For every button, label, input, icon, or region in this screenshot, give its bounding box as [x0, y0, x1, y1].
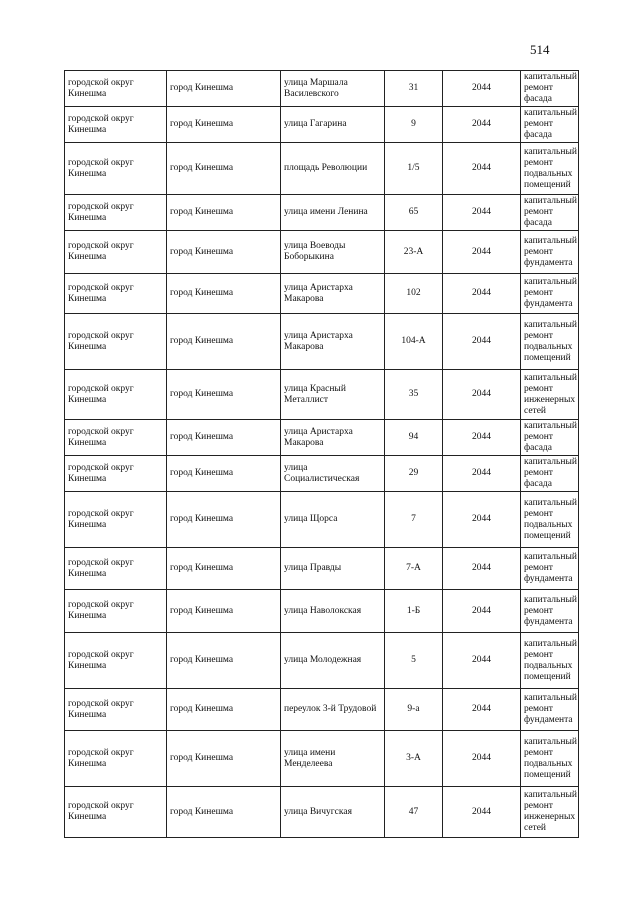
work-cell: капитальный ремонт фасада [521, 71, 579, 107]
house-cell: 47 [385, 787, 443, 838]
year-cell: 2044 [443, 143, 521, 195]
street-cell: улица Щорса [281, 492, 385, 548]
city-cell: город Кинешма [167, 231, 281, 274]
street-cell: улица Вичугская [281, 787, 385, 838]
house-cell: 9 [385, 107, 443, 143]
street-cell: переулок 3-й Трудовой [281, 689, 385, 731]
house-cell: 7-А [385, 548, 443, 590]
year-cell: 2044 [443, 274, 521, 314]
district-cell: городской округ Кинешма [65, 143, 167, 195]
work-cell: капитальный ремонт инженерных сетей [521, 787, 579, 838]
street-cell: площадь Революции [281, 143, 385, 195]
district-cell: городской округ Кинешма [65, 689, 167, 731]
house-cell: 65 [385, 195, 443, 231]
year-cell: 2044 [443, 71, 521, 107]
repair-schedule-table [64, 70, 579, 838]
house-cell: 1/5 [385, 143, 443, 195]
work-cell: капитальный ремонт фундамента [521, 689, 579, 731]
city-cell: город Кинешма [167, 274, 281, 314]
work-cell: капитальный ремонт подвальных помещений [521, 731, 579, 787]
city-cell: город Кинешма [167, 107, 281, 143]
year-cell: 2044 [443, 492, 521, 548]
street-cell: улица Гагарина [281, 107, 385, 143]
street-cell: улица Социалистическая [281, 456, 385, 492]
street-cell: улица Молодежная [281, 633, 385, 689]
street-cell: улица имени Ленина [281, 195, 385, 231]
street-cell: улица имени Менделеева [281, 731, 385, 787]
work-cell: капитальный ремонт подвальных помещений [521, 314, 579, 370]
work-cell: капитальный ремонт фасада [521, 420, 579, 456]
table-row [65, 71, 579, 107]
district-cell: городской округ Кинешма [65, 274, 167, 314]
page-number: 514 [530, 42, 550, 57]
district-cell: городской округ Кинешма [65, 590, 167, 633]
district-cell: городской округ Кинешма [65, 231, 167, 274]
street-cell: улица Маршала Василевского [281, 71, 385, 107]
house-cell: 31 [385, 71, 443, 107]
district-cell: городской округ Кинешма [65, 548, 167, 590]
year-cell: 2044 [443, 314, 521, 370]
work-cell: капитальный ремонт фасада [521, 107, 579, 143]
city-cell: город Кинешма [167, 787, 281, 838]
city-cell: город Кинешма [167, 689, 281, 731]
work-cell: капитальный ремонт подвальных помещений [521, 143, 579, 195]
city-cell: город Кинешма [167, 420, 281, 456]
city-cell: город Кинешма [167, 71, 281, 107]
year-cell: 2044 [443, 370, 521, 420]
district-cell: городской округ Кинешма [65, 420, 167, 456]
street-cell: улица Воеводы Боборыкина [281, 231, 385, 274]
district-cell: городской округ Кинешма [65, 71, 167, 107]
district-cell: городской округ Кинешма [65, 314, 167, 370]
district-cell: городской округ Кинешма [65, 787, 167, 838]
table-row [65, 492, 579, 548]
year-cell: 2044 [443, 420, 521, 456]
year-cell: 2044 [443, 548, 521, 590]
table-row [65, 274, 579, 314]
house-cell: 23-А [385, 231, 443, 274]
work-cell: капитальный ремонт фундамента [521, 590, 579, 633]
district-cell: городской округ Кинешма [65, 731, 167, 787]
street-cell: улица Красный Металлист [281, 370, 385, 420]
city-cell: город Кинешма [167, 195, 281, 231]
year-cell: 2044 [443, 633, 521, 689]
city-cell: город Кинешма [167, 370, 281, 420]
house-cell: 29 [385, 456, 443, 492]
district-cell: городской округ Кинешма [65, 456, 167, 492]
work-cell: капитальный ремонт фундамента [521, 548, 579, 590]
table-row [65, 689, 579, 731]
work-cell: капитальный ремонт фундамента [521, 274, 579, 314]
year-cell: 2044 [443, 231, 521, 274]
city-cell: город Кинешма [167, 314, 281, 370]
work-cell: капитальный ремонт инженерных сетей [521, 370, 579, 420]
work-cell: капитальный ремонт подвальных помещений [521, 633, 579, 689]
year-cell: 2044 [443, 195, 521, 231]
district-cell: городской округ Кинешма [65, 195, 167, 231]
work-cell: капитальный ремонт фундамента [521, 231, 579, 274]
house-cell: 1-Б [385, 590, 443, 633]
table-row [65, 370, 579, 420]
city-cell: город Кинешма [167, 456, 281, 492]
table-row [65, 731, 579, 787]
table-row [65, 420, 579, 456]
table-row [65, 548, 579, 590]
table-row [65, 590, 579, 633]
table-row [65, 456, 579, 492]
year-cell: 2044 [443, 107, 521, 143]
street-cell: улица Наволокская [281, 590, 385, 633]
work-cell: капитальный ремонт фасада [521, 195, 579, 231]
work-cell: капитальный ремонт фасада [521, 456, 579, 492]
table-row [65, 143, 579, 195]
street-cell: улица Аристарха Макарова [281, 314, 385, 370]
city-cell: город Кинешма [167, 492, 281, 548]
city-cell: город Кинешма [167, 731, 281, 787]
street-cell: улица Правды [281, 548, 385, 590]
district-cell: городской округ Кинешма [65, 492, 167, 548]
street-cell: улица Аристарха Макарова [281, 420, 385, 456]
city-cell: город Кинешма [167, 590, 281, 633]
house-cell: 102 [385, 274, 443, 314]
district-cell: городской округ Кинешма [65, 107, 167, 143]
table-row [65, 633, 579, 689]
table-row [65, 314, 579, 370]
table-row [65, 195, 579, 231]
year-cell: 2044 [443, 689, 521, 731]
table-row [65, 107, 579, 143]
street-cell: улица Аристарха Макарова [281, 274, 385, 314]
year-cell: 2044 [443, 731, 521, 787]
house-cell: 7 [385, 492, 443, 548]
table-row [65, 787, 579, 838]
district-cell: городской округ Кинешма [65, 633, 167, 689]
house-cell: 94 [385, 420, 443, 456]
house-cell: 5 [385, 633, 443, 689]
table-row [65, 231, 579, 274]
city-cell: город Кинешма [167, 548, 281, 590]
year-cell: 2044 [443, 590, 521, 633]
city-cell: город Кинешма [167, 143, 281, 195]
work-cell: капитальный ремонт подвальных помещений [521, 492, 579, 548]
house-cell: 35 [385, 370, 443, 420]
district-cell: городской округ Кинешма [65, 370, 167, 420]
city-cell: город Кинешма [167, 633, 281, 689]
house-cell: 9-а [385, 689, 443, 731]
year-cell: 2044 [443, 456, 521, 492]
year-cell: 2044 [443, 787, 521, 838]
house-cell: 104-А [385, 314, 443, 370]
house-cell: 3-А [385, 731, 443, 787]
